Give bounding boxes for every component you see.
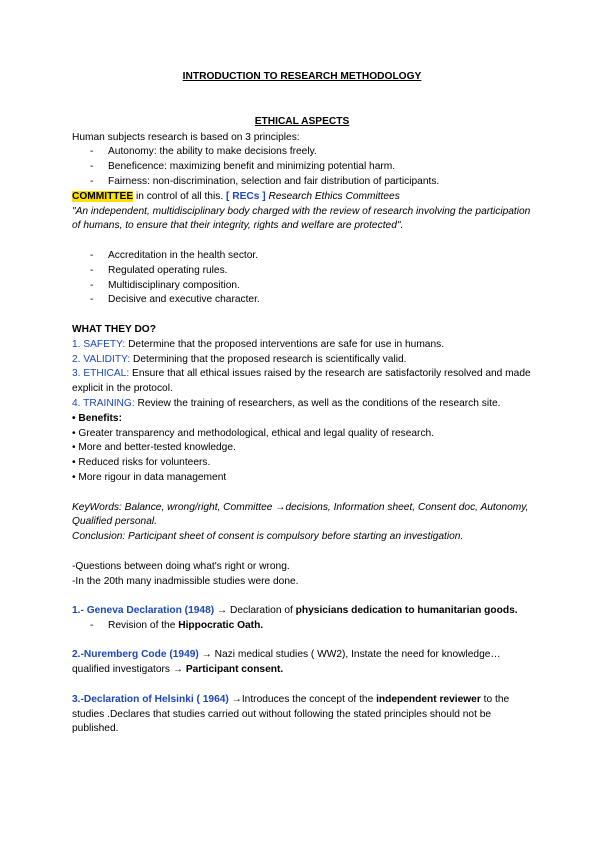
list-item: - Accreditation in the health sector.	[72, 249, 532, 264]
section-heading: WHAT THEY DO?	[72, 323, 156, 335]
recs-label: [ RECs ]	[226, 190, 266, 202]
geneva-label: 1.- Geneva Declaration (1948)	[72, 605, 215, 617]
section-title: ETHICAL ASPECTS	[254, 115, 350, 127]
geneva-sub-bold: Hippocratic Oath.	[178, 619, 264, 631]
nuremberg-bold: → Participant consent.	[172, 664, 284, 676]
committee-label: COMMITTEE	[72, 190, 134, 202]
nuremberg-code	[72, 648, 532, 678]
nuremberg-label: 2.-Nuremberg Code (1949)	[72, 649, 199, 661]
committee-line	[72, 190, 532, 205]
benefits-heading: • Benefits:	[72, 412, 122, 424]
role-label: 3. ETHICAL:	[72, 368, 130, 380]
nuremberg-text: → Nazi medical studies ( WW2), Instate the need for knowledge…qualified investigators	[72, 649, 501, 676]
geneva-bold: physicians dedication to humanitarian goods.	[295, 605, 518, 617]
note-line: -Questions between doing what's right or wrong.	[72, 560, 290, 572]
helsinki-label: 3.-Declaration of Helsinki ( 1964)	[72, 693, 229, 705]
role-label: 2. VALIDITY:	[72, 353, 131, 365]
role-text: Determine that the proposed interventions are safe for use in humans.	[125, 338, 445, 350]
benefit-item: • Greater transparency and methodological, ethical and legal quality of research.	[72, 427, 435, 439]
list-item: - Fairness: non-discrimination, selection and fair distribution of participants.	[72, 175, 532, 190]
list-item: - Beneficence: maximizing benefit and minimizing potential harm.	[72, 160, 532, 175]
geneva-sublist	[72, 619, 532, 634]
conclusion: Conclusion: Participant sheet of consent is compulsory before starting an investigation.	[72, 531, 464, 543]
principles-list	[72, 145, 532, 189]
committee-name: Research Ethics Committees	[265, 190, 400, 202]
helsinki-text-2: to the studies .Declares that studies carried out without following the stated principles should not be published.	[72, 693, 510, 735]
list-item: - Autonomy: the ability to make decisions freely.	[72, 145, 532, 160]
benefit-item: • Reduced risks for volunteers.	[72, 457, 211, 469]
keywords: KeyWords: Balance, wrong/right, Committee →decisions, Information sheet, Consent doc, Autonomy, Qualified personal.	[72, 501, 529, 528]
role-item	[72, 367, 532, 397]
committee-quote: "An independent, multidisciplinary body charged with the review of research involving the participation of humans, to ensure that their integrity, rights and welfare are protected".	[72, 205, 531, 232]
role-text: Review the training of researchers, as well as the conditions of the research site.	[134, 397, 501, 409]
committee-text: in control of all this.	[133, 190, 226, 202]
helsinki-bold: independent reviewer	[376, 693, 481, 705]
intro-text: Human subjects research is based on 3 principles:	[72, 131, 300, 143]
document-title: INTRODUCTION TO RESEARCH METHODOLOGY	[182, 71, 422, 82]
role-text: Ensure that all ethical issues raised by the research are satisfactorily resolved and made explicit in the protocol.	[72, 368, 531, 395]
list-item: - Decisive and executive character.	[72, 293, 532, 308]
features-list	[72, 249, 532, 308]
role-item	[72, 338, 532, 353]
list-item: - Multidisciplinary composition.	[72, 279, 532, 294]
list-item: - Regulated operating rules.	[72, 264, 532, 279]
geneva-sub-text: Revision of the	[108, 619, 179, 631]
geneva-declaration	[72, 604, 532, 619]
helsinki-text: →Introduces the concept of the	[228, 693, 377, 705]
role-item	[72, 397, 532, 412]
benefit-item: • More rigour in data management	[72, 471, 227, 483]
role-text: Determining that the proposed research is scientifically valid.	[130, 353, 407, 365]
role-item	[72, 353, 532, 368]
note-line: -In the 20th many inadmissible studies were done.	[72, 575, 299, 587]
role-label: 4. TRAINING:	[72, 397, 135, 409]
list-item	[72, 619, 532, 634]
document-page	[72, 70, 532, 737]
helsinki-declaration	[72, 693, 532, 737]
geneva-text: → Declaration of	[214, 605, 296, 617]
role-label: 1. SAFETY:	[72, 338, 126, 350]
benefit-item: • More and better-tested knowledge.	[72, 442, 236, 454]
